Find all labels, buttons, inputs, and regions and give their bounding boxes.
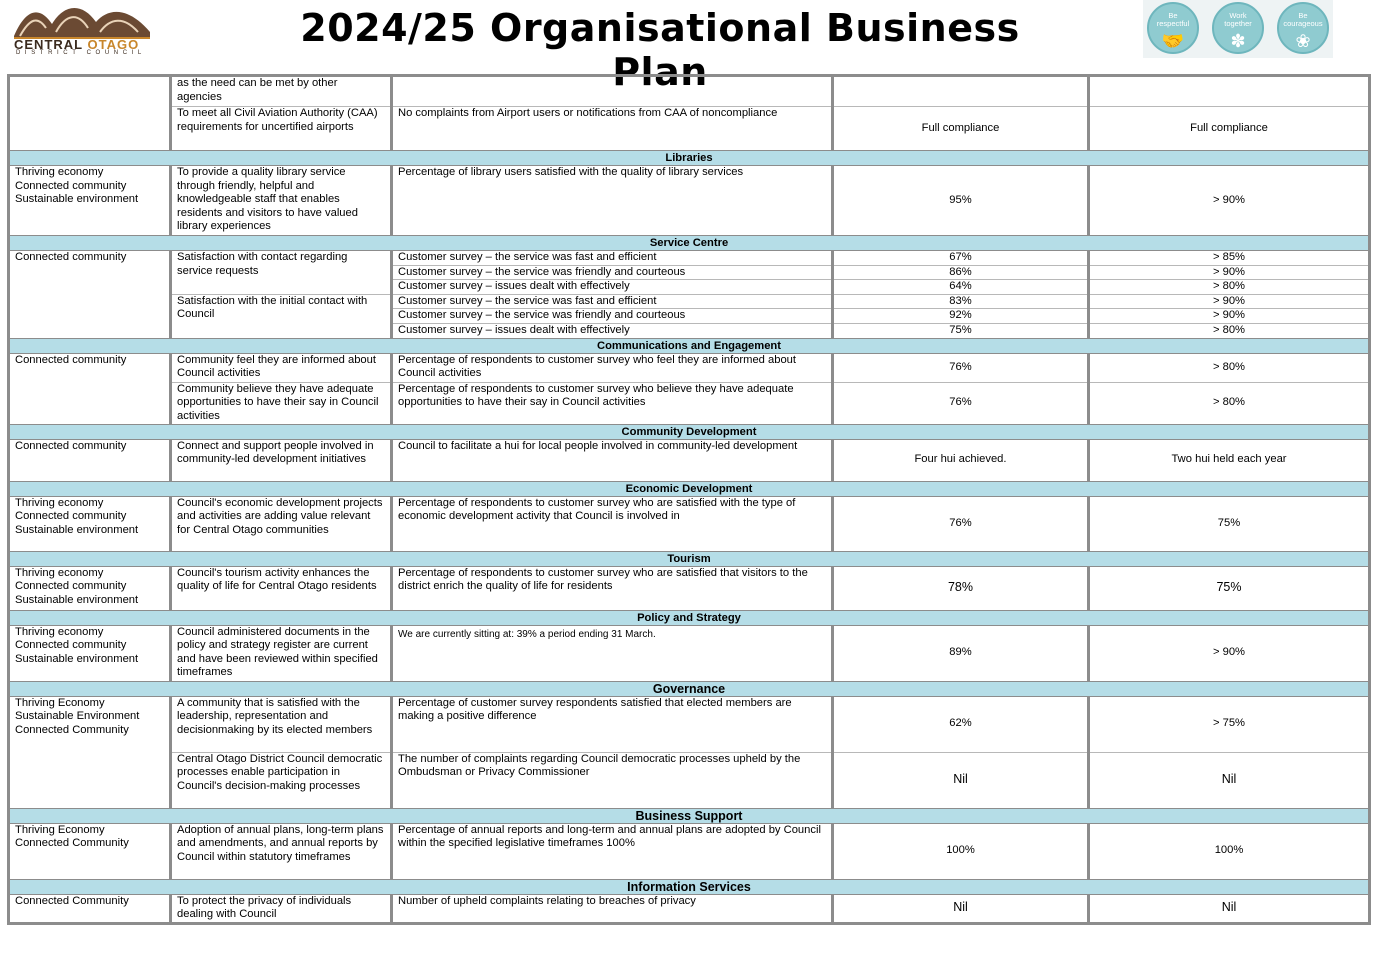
outcome-cell: Thriving economy Connected community Sustainable environment bbox=[9, 166, 171, 236]
outcome-cell: Thriving economy Connected community Sustainable environment bbox=[9, 566, 171, 610]
logo-wordmark: CENTRAL OTAGO bbox=[14, 37, 140, 52]
indicator-cell: Number of upheld complaints relating to breaches of privacy bbox=[392, 894, 833, 923]
indicator-cell: Percentage of respondents to customer survey who are satisfied with the type of economic development activity that Council is involved in bbox=[392, 496, 833, 551]
target-cell bbox=[1089, 76, 1370, 107]
table-row bbox=[9, 566, 1370, 610]
target-cell: Full compliance bbox=[1089, 107, 1370, 151]
measure-cell: Central Otago District Council democratic processes enable participation in Council's decision-making processes bbox=[171, 752, 392, 808]
table-row bbox=[9, 496, 1370, 551]
section-header-policy-strategy: Policy and Strategy bbox=[9, 610, 1370, 625]
indicator-cell: Customer survey – issues dealt with effectively bbox=[392, 323, 833, 338]
table-row bbox=[9, 251, 1370, 266]
table-row bbox=[9, 294, 1370, 309]
target-cell: 75% bbox=[1089, 566, 1370, 610]
target-cell: > 75% bbox=[1089, 696, 1370, 752]
logo-subtext: DISTRICT COUNCIL bbox=[16, 50, 146, 56]
measure-cell: Council's economic development projects and activities are adding value relevant for Central Otago communities bbox=[171, 496, 392, 551]
measure-cell: To provide a quality library service through friendly, helpful and knowledgeable staff that enables residents and visitors to have valued library experiences bbox=[171, 166, 392, 236]
table-row bbox=[9, 625, 1370, 681]
result-cell: 86% bbox=[833, 265, 1089, 280]
result-cell: 89% bbox=[833, 625, 1089, 681]
result-cell: 83% bbox=[833, 294, 1089, 309]
target-cell: > 80% bbox=[1089, 280, 1370, 295]
target-cell: 100% bbox=[1089, 823, 1370, 879]
table-row bbox=[9, 166, 1370, 236]
outcome-cell: Thriving economy Connected community Sustainable environment bbox=[9, 625, 171, 681]
table-row bbox=[9, 696, 1370, 752]
indicator-cell: Customer survey – the service was friendly and courteous bbox=[392, 309, 833, 324]
target-cell: > 90% bbox=[1089, 625, 1370, 681]
indicator-cell: Customer survey – the service was fast and efficient bbox=[392, 251, 833, 266]
result-cell: Four hui achieved. bbox=[833, 439, 1089, 481]
business-plan-table bbox=[7, 74, 1371, 925]
result-cell: 67% bbox=[833, 251, 1089, 266]
table-row bbox=[9, 382, 1370, 424]
measure-cell: Community believe they have adequate opportunities to have their say in Council activities bbox=[171, 382, 392, 424]
outcome-cell: Connected Community bbox=[9, 894, 171, 923]
outcome-cell: Thriving economy Connected community Sustainable environment bbox=[9, 496, 171, 551]
section-header-business-support: Business Support bbox=[9, 808, 1370, 823]
table-row bbox=[9, 107, 1370, 151]
result-cell: 62% bbox=[833, 696, 1089, 752]
measure-cell: A community that is satisfied with the leadership, representation and decisionmaking by its elected members bbox=[171, 696, 392, 752]
outcome-cell: Thriving Economy Connected Community bbox=[9, 823, 171, 879]
value-badge-courageous: Be courageous ❀ bbox=[1277, 2, 1329, 54]
indicator-cell: Customer survey – the service was friendly and courteous bbox=[392, 265, 833, 280]
indicator-cell: Customer survey – the service was fast and efficient bbox=[392, 294, 833, 309]
indicator-cell: Percentage of respondents to customer survey who believe they have adequate opportunities to have their say in Council activities bbox=[392, 382, 833, 424]
table-row bbox=[9, 353, 1370, 382]
page-title: 2024/25 Organisational Business Plan bbox=[300, 6, 1020, 94]
section-header-communications: Communications and Engagement bbox=[9, 338, 1370, 353]
section-header-tourism: Tourism bbox=[9, 551, 1370, 566]
indicator-cell: Customer survey – issues dealt with effectively bbox=[392, 280, 833, 295]
handshake-icon: 🤝 bbox=[1161, 31, 1185, 51]
indicator-cell: Percentage of library users satisfied with the quality of library services bbox=[392, 166, 833, 236]
section-header-libraries: Libraries bbox=[9, 151, 1370, 166]
section-header-community-development: Community Development bbox=[9, 424, 1370, 439]
indicator-cell: Council to facilitate a hui for local people involved in community-led development bbox=[392, 439, 833, 481]
result-cell: 100% bbox=[833, 823, 1089, 879]
indicator-cell: Percentage of customer survey respondents satisfied that elected members are making a positive difference bbox=[392, 696, 833, 752]
section-header-governance: Governance bbox=[9, 681, 1370, 696]
table-row bbox=[9, 894, 1370, 923]
indicator-cell: The number of complaints regarding Council democratic processes upheld by the Ombudsman or Privacy Commissioner bbox=[392, 752, 833, 808]
values-panel bbox=[1143, 0, 1333, 58]
outcome-cell: Connected community bbox=[9, 251, 171, 339]
result-cell: 92% bbox=[833, 309, 1089, 324]
target-cell: > 80% bbox=[1089, 323, 1370, 338]
indicator-cell: Percentage of respondents to customer survey who are satisfied that visitors to the district enrich the quality of life for residents bbox=[392, 566, 833, 610]
indicator-cell: Percentage of respondents to customer survey who feel they are informed about Council activities bbox=[392, 353, 833, 382]
target-cell: Nil bbox=[1089, 894, 1370, 923]
outcome-cell: Connected community bbox=[9, 439, 171, 481]
target-cell: > 90% bbox=[1089, 309, 1370, 324]
table-row bbox=[9, 76, 1370, 107]
value-badge-respectful: Be respectful 🤝 bbox=[1147, 2, 1199, 54]
result-cell: 64% bbox=[833, 280, 1089, 295]
result-cell: 78% bbox=[833, 566, 1089, 610]
section-header-service-centre: Service Centre bbox=[9, 236, 1370, 251]
table-row bbox=[9, 752, 1370, 808]
target-cell: Two hui held each year bbox=[1089, 439, 1370, 481]
result-cell: 76% bbox=[833, 353, 1089, 382]
indicator-cell: We are currently sitting at: 39% a period ending 31 March. bbox=[392, 625, 833, 681]
indicator-cell: Percentage of annual reports and long-term and annual plans are adopted by Council within the specified legislative timeframes 100% bbox=[392, 823, 833, 879]
target-cell: > 90% bbox=[1089, 265, 1370, 280]
measure-cell: To meet all Civil Aviation Authority (CAA) requirements for uncertified airports bbox=[171, 107, 392, 151]
measure-cell: Adoption of annual plans, long-term plans and amendments, and annual reports by Council within statutory timeframes bbox=[171, 823, 392, 879]
target-cell: > 90% bbox=[1089, 166, 1370, 236]
table-row bbox=[9, 439, 1370, 481]
result-cell: 95% bbox=[833, 166, 1089, 236]
measure-cell: Connect and support people involved in community-led development initiatives bbox=[171, 439, 392, 481]
target-cell: > 80% bbox=[1089, 353, 1370, 382]
result-cell: Nil bbox=[833, 894, 1089, 923]
measure-cell: Satisfaction with contact regarding service requests bbox=[171, 251, 392, 295]
target-cell: > 80% bbox=[1089, 382, 1370, 424]
value-badge-together: Work together ✽ bbox=[1212, 2, 1264, 54]
target-cell: 75% bbox=[1089, 496, 1370, 551]
result-cell: 75% bbox=[833, 323, 1089, 338]
measure-cell: as the need can be met by other agencies bbox=[171, 76, 392, 107]
result-cell: 76% bbox=[833, 382, 1089, 424]
target-cell: > 90% bbox=[1089, 294, 1370, 309]
indicator-cell bbox=[392, 76, 833, 107]
result-cell: Full compliance bbox=[833, 107, 1089, 151]
result-cell bbox=[833, 76, 1089, 107]
measure-cell: To protect the privacy of individuals dealing with Council bbox=[171, 894, 392, 923]
section-header-economic-development: Economic Development bbox=[9, 481, 1370, 496]
result-cell: Nil bbox=[833, 752, 1089, 808]
outcome-cell: Thriving Economy Sustainable Environment Connected Community bbox=[9, 696, 171, 808]
section-header-information-services: Information Services bbox=[9, 879, 1370, 894]
result-cell: 76% bbox=[833, 496, 1089, 551]
measure-cell: Community feel they are informed about Council activities bbox=[171, 353, 392, 382]
outcome-cell: Connected community bbox=[9, 353, 171, 424]
table-row bbox=[9, 823, 1370, 879]
measure-cell: Council's tourism activity enhances the quality of life for Central Otago residents bbox=[171, 566, 392, 610]
measure-cell: Council administered documents in the policy and strategy register are current and have been reviewed within specified timeframes bbox=[171, 625, 392, 681]
measure-cell: Satisfaction with the initial contact with Council bbox=[171, 294, 392, 338]
indicator-cell: No complaints from Airport users or notifications from CAA of noncompliance bbox=[392, 107, 833, 151]
target-cell: Nil bbox=[1089, 752, 1370, 808]
target-cell: > 85% bbox=[1089, 251, 1370, 266]
tree-icon: ❀ bbox=[1295, 31, 1311, 51]
outcome-cell bbox=[9, 76, 171, 151]
puzzle-icon: ✽ bbox=[1230, 31, 1246, 51]
